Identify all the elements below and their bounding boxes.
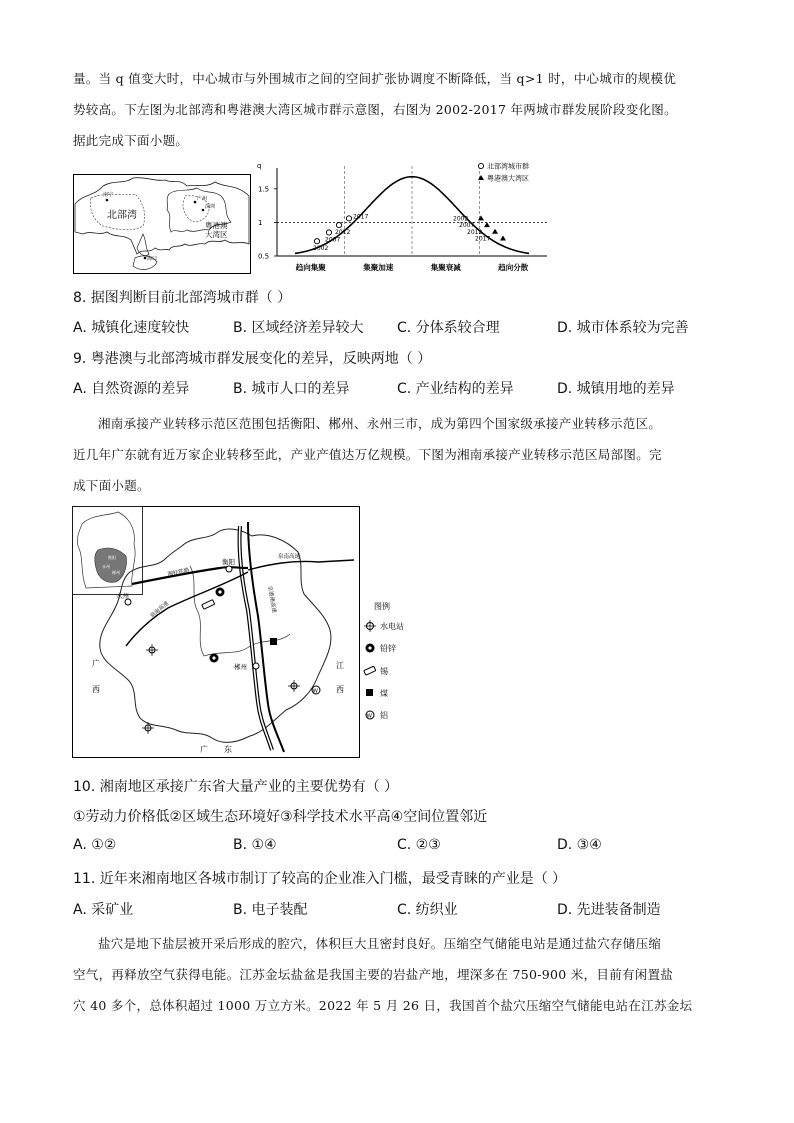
guangxi-label-1: 广 bbox=[92, 659, 100, 668]
legend-lead-zinc: 铅锌 bbox=[380, 644, 396, 653]
bbw-point-2017 bbox=[346, 216, 351, 221]
rail-xianggui-label: 湘桂铁路 bbox=[167, 567, 190, 578]
legend-lead-zinc-icon bbox=[366, 644, 375, 653]
q11-option-a[interactable]: A. 采矿业 bbox=[73, 902, 134, 918]
city-guangzhou-dot bbox=[194, 201, 197, 204]
city-yongzhou: 永州 bbox=[116, 592, 129, 600]
para2-line-2: 近几年广东就有近万家企业转移至此，产业产值达万亿规模。下图为湘南承接产业转移示范区局部图。完 bbox=[73, 447, 662, 462]
gba-point-label-1: 2007 bbox=[459, 222, 475, 230]
q-stage-chart bbox=[255, 160, 555, 278]
guangdong-label-1: 广 bbox=[200, 745, 208, 754]
q8-option-a[interactable]: A. 城镇化速度较快 bbox=[73, 320, 190, 336]
intro-line-1: 量。当 q 值变大时，中心城市与外围城市之间的空间扩张协调度不断降低，当 q>1 时，中心城市的规模优 bbox=[73, 71, 677, 86]
lead-zinc-symbol-2 bbox=[210, 654, 219, 663]
q10-choices: ①劳动力价格低②区域生态环境好③科学技术水平高④空间位置邻近 bbox=[73, 809, 488, 825]
stage-label-2: 集聚衰减 bbox=[430, 263, 461, 272]
q11-option-c[interactable]: C. 纺织业 bbox=[397, 902, 458, 918]
intro-line-3: 据此完成下面小题。 bbox=[73, 133, 189, 148]
q8-stem: 8. 据图判断目前北部湾城市群（ ） bbox=[73, 290, 292, 306]
road-jinggangao-label: 京港澳高速 bbox=[266, 585, 277, 614]
legend-tin: 锡 bbox=[380, 667, 388, 676]
city-cluster-map bbox=[73, 174, 251, 274]
para2-line-1: 湘南承接产业转移示范区范围包括衡阳、郴州、永州三市，成为第四个国家级承接产业转移示范区。 bbox=[98, 416, 662, 431]
bbw-point-label-0: 2002 bbox=[313, 245, 329, 253]
para3-line-3: 穴 40 多个，总体积超过 1000 万立方米。2022 年 5 月 26 日，我国首个盐穴压缩空气储能电站在江苏金坛 bbox=[73, 998, 693, 1013]
gba-point-2017 bbox=[500, 236, 506, 241]
svg-text:W: W bbox=[366, 713, 372, 720]
jiangxi-label-2: 西 bbox=[336, 685, 344, 694]
y-axis-label: q bbox=[257, 162, 262, 170]
q8-option-c[interactable]: C. 分体系较合理 bbox=[397, 320, 500, 336]
para3-line-1: 盐穴是地下盐层被开采后形成的腔穴，体积巨大且密封良好。压缩空气储能电站是通过盐穴存储压缩 bbox=[98, 936, 662, 951]
q10-option-a[interactable]: A. ①② bbox=[73, 837, 117, 853]
inset-yongzhou: 永州 bbox=[102, 564, 110, 569]
stage-label-0: 趋向集聚 bbox=[295, 263, 326, 272]
q10-option-b[interactable]: B. ①④ bbox=[233, 837, 277, 853]
legend-hydropower-icon bbox=[364, 620, 376, 632]
city-shenzhen-dot bbox=[202, 209, 205, 212]
svg-text:W: W bbox=[312, 688, 318, 695]
q10-stem: 10. 湘南地区承接广东省大量产业的主要优势有（ ） bbox=[73, 779, 399, 795]
lead-zinc-symbol-1 bbox=[216, 588, 225, 597]
road-quannan-left-label: 泉南高速 bbox=[149, 600, 171, 620]
q10-option-c[interactable]: C. ②③ bbox=[397, 837, 441, 853]
city-chenzhou: 郴州 bbox=[234, 663, 247, 671]
legend-tin-icon bbox=[364, 666, 376, 675]
inset-hengyang: 衡阳 bbox=[108, 555, 116, 560]
map-legend bbox=[362, 598, 452, 728]
road-quannan-top-label: 泉南高速 bbox=[278, 554, 301, 560]
city-shenzhen-label: 深圳 bbox=[205, 204, 216, 210]
stage-label-3: 趋向分散 bbox=[498, 263, 529, 272]
coal-symbol bbox=[270, 638, 277, 645]
q11-option-d[interactable]: D. 先进装备制造 bbox=[557, 902, 661, 918]
city-hengyang-marker bbox=[226, 566, 232, 572]
legend-bbw-marker bbox=[478, 163, 483, 168]
legend-gba-marker bbox=[478, 175, 484, 180]
city-nanning-label: 南宁 bbox=[103, 192, 114, 198]
q9-option-a[interactable]: A. 自然资源的差异 bbox=[73, 381, 190, 397]
bbw-point-2012 bbox=[336, 222, 341, 227]
gba-point-2012 bbox=[492, 229, 498, 234]
legend-coal: 煤 bbox=[380, 689, 388, 698]
bbw-point-label-2: 2012 bbox=[335, 229, 351, 237]
intro-line-2: 势较高。下左图为北部湾和粤港澳大湾区城市群示意图，右图为 2002-2017 年两城市群发展阶段变化图。 bbox=[73, 102, 677, 117]
bbw-point-label-1: 2007 bbox=[325, 236, 341, 244]
q9-option-d[interactable]: D. 城镇用地的差异 bbox=[557, 381, 675, 397]
legend-coal-icon bbox=[366, 689, 373, 696]
q8-option-b[interactable]: B. 区域经济差异较大 bbox=[233, 320, 364, 336]
city-hengyang: 衡阳 bbox=[222, 558, 235, 566]
gba-point-2007 bbox=[484, 222, 490, 227]
legend-aluminum-icon bbox=[366, 711, 374, 720]
y-tick-label-0: 1.5 bbox=[258, 185, 270, 194]
gba-point-label-3: 2017 bbox=[475, 235, 491, 243]
inset-chenzhou: 郴州 bbox=[112, 570, 120, 575]
bbw-point-label-3: 2017 bbox=[353, 213, 369, 221]
legend-gba: 粤港澳大湾区 bbox=[487, 174, 529, 183]
y-tick-label-1: 1 bbox=[258, 218, 263, 227]
q9-option-c[interactable]: C. 产业结构的差异 bbox=[397, 381, 514, 397]
city-guangzhou-label: 广州 bbox=[197, 196, 208, 202]
para3-line-2: 空气，再释放空气获得电能。江苏金坛盐盆是我国主要的岩盐产地，埋深多在 750-900 米，目前有闲置盐 bbox=[73, 967, 674, 982]
q9-stem: 9. 粤港澳与北部湾城市群发展变化的差异，反映两地（ ） bbox=[73, 351, 432, 367]
gba-label-2: 大湾区 bbox=[205, 230, 228, 239]
q11-stem: 11. 近年来湘南地区各城市制订了较高的企业准入门槛，最受青睐的产业是（ ） bbox=[73, 871, 567, 887]
city-chenzhou-marker bbox=[253, 663, 259, 669]
bbw-point-2002 bbox=[314, 239, 319, 244]
gba-label-1: 粤港澳 bbox=[205, 221, 228, 230]
para2-line-3: 成下面小题。 bbox=[73, 478, 150, 493]
xiangnan-map bbox=[72, 506, 360, 758]
gba-point-2002 bbox=[478, 215, 484, 220]
legend-aluminum: 铝 bbox=[380, 711, 388, 720]
legend-bbw: 北部湾城市群 bbox=[487, 162, 529, 171]
gba-point-label-0: 2002 bbox=[453, 215, 469, 223]
aluminum-symbol bbox=[312, 686, 320, 695]
legend-title: 图例 bbox=[374, 602, 390, 611]
guangxi-label-2: 西 bbox=[92, 685, 100, 694]
jiangxi-label-1: 江 bbox=[336, 661, 344, 670]
bbw-point-2007 bbox=[326, 230, 331, 235]
city-haikou-dot bbox=[144, 257, 147, 260]
q10-option-d[interactable]: D. ③④ bbox=[557, 837, 602, 853]
q8-option-d[interactable]: D. 城市体系较为完善 bbox=[557, 320, 689, 336]
q9-option-b[interactable]: B. 城市人口的差异 bbox=[233, 381, 350, 397]
q11-option-b[interactable]: B. 电子装配 bbox=[233, 902, 308, 918]
legend-hydropower: 水电站 bbox=[380, 622, 404, 631]
guangdong-label-2: 东 bbox=[224, 745, 232, 754]
city-nanning-dot bbox=[106, 199, 109, 202]
gba-point-label-2: 2012 bbox=[467, 228, 483, 236]
city-haikou-label: 海口 bbox=[147, 256, 158, 262]
bbw-label: 北部湾 bbox=[107, 210, 137, 221]
stage-label-1: 集聚加速 bbox=[363, 263, 394, 272]
y-tick-label-2: 0.5 bbox=[258, 252, 270, 261]
